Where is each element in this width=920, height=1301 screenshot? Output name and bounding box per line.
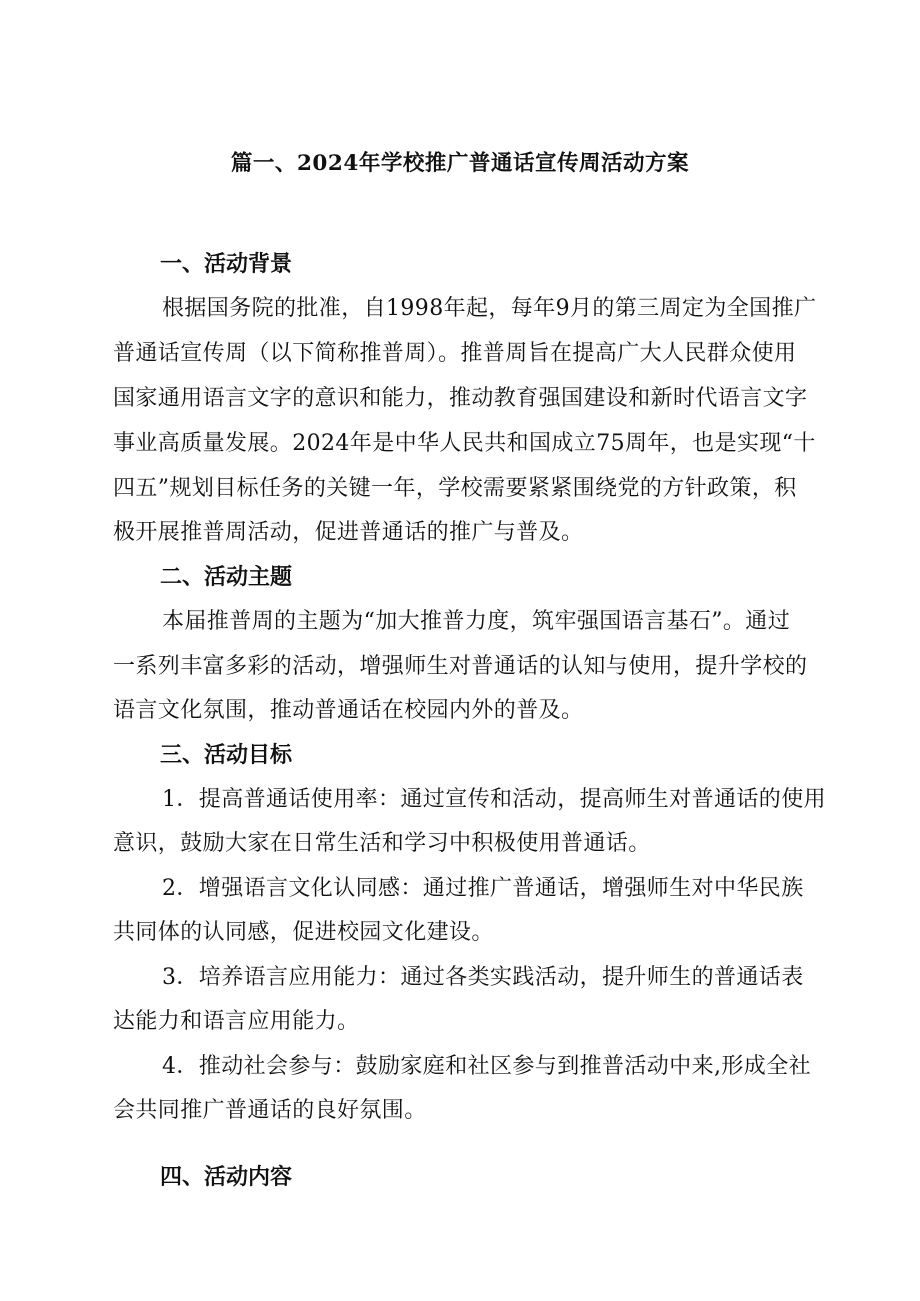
paragraph-line: 事业高质量发展。2024年是中华人民共和国成立75周年，也是实现“十 [113,431,816,456]
paragraph-line: 四五”规划目标任务的关键一年，学校需要紧紧围绕党的方针政策，积 [113,476,797,501]
paragraph-line: 语言文化氛围，推动普通话在校园内外的普及。 [113,698,584,723]
section-heading-goals: 三、活动目标 [160,742,293,768]
paragraph-line: 普通话宣传周（以下简称推普周）。推普周旨在提高广大人民群众使用 [113,341,797,366]
list-item-line: 达能力和语言应用能力。 [113,1009,360,1034]
paragraph-line: 本届推普周的主题为“加大推普力度，筑牢强国语言基石”。通过 [162,609,791,634]
paragraph-line: 一系列丰富多彩的活动，增强师生对普通话的认知与使用，提升学校的 [113,654,808,679]
paragraph-line: 根据国务院的批准，自1998年起，每年9月的第三周定为全国推广 [162,296,817,321]
list-item-line: 共同体的认同感，促进校园文化建设。 [113,920,494,945]
list-item-line: 意识，鼓励大家在日常生活和学习中积极使用普通话。 [113,831,651,856]
paragraph-line: 极开展推普周活动，促进普通话的推广与普及。 [113,520,584,545]
section-heading-content: 四、活动内容 [160,1164,293,1190]
list-item-line: 1．提高普通话使用率：通过宣传和活动，提高师生对普通话的使用 [162,787,826,812]
list-item-line: 4．推动社会参与：鼓励家庭和社区参与到推普活动中来,形成全社 [162,1054,811,1079]
document-title: 篇一、2024年学校推广普通话宣传周活动方案 [230,151,690,176]
section-heading-background: 一、活动背景 [160,251,293,277]
section-heading-theme: 二、活动主题 [160,564,293,590]
list-item-line: 会共同推广普通话的良好氛围。 [113,1098,427,1123]
list-item-line: 3．培养语言应用能力：通过各类实践活动，提升师生的普通话表 [162,965,804,990]
paragraph-line: 国家通用语言文字的意识和能力，推动教育强国建设和新时代语言文字 [113,386,808,411]
list-item-line: 2．增强语言文化认同感：通过推广普通话，增强师生对中华民族 [162,876,804,901]
